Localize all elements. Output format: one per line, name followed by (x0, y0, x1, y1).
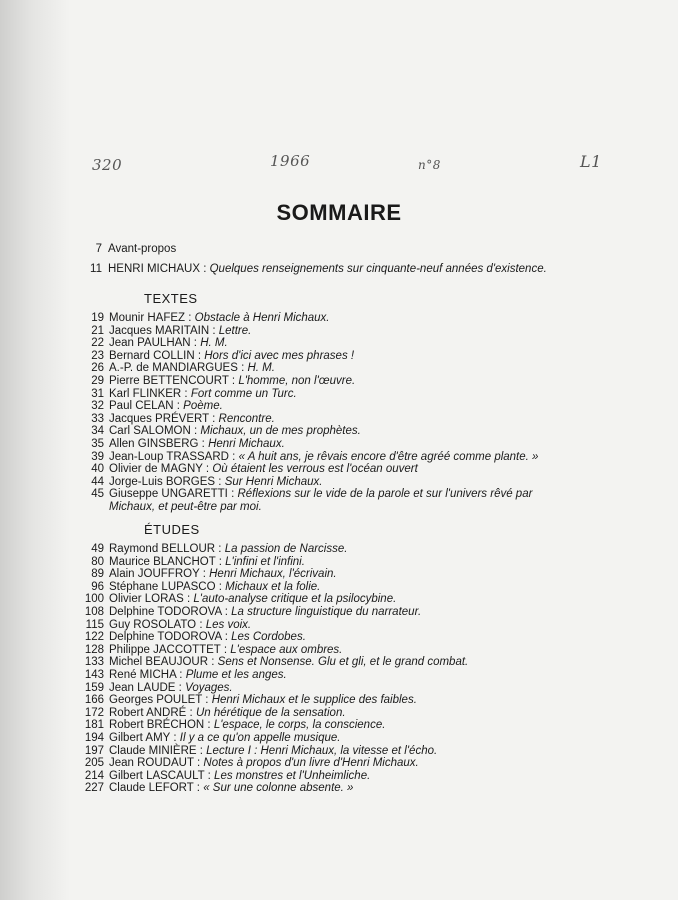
page-number: 40 (91, 463, 104, 476)
entry-title: Michaux et la folie. (225, 580, 321, 593)
page-number: 96 (91, 580, 104, 593)
page-number: 7 (95, 243, 102, 255)
binding-shadow (0, 0, 70, 900)
toc-entry: 19 Mounir HAFEZ : Obstacle à Henri Michaux. (82, 312, 538, 325)
page-number: 166 (84, 694, 104, 707)
entry-author: Bernard COLLIN (109, 349, 195, 362)
page-number: 45 (91, 488, 104, 501)
page-number: 21 (91, 324, 104, 337)
toc-entry (80, 242, 176, 257)
page-number: 181 (84, 719, 104, 732)
entry-author: Michel BEAUJOUR (109, 656, 209, 669)
page-number: 108 (84, 605, 104, 618)
toc-entry: 80 Maurice BLANCHOT : L'infini et l'infini. (82, 556, 468, 569)
entry-title-continuation: Michaux, et peut-être par moi. (109, 500, 262, 513)
page-title: SOMMAIRE (276, 200, 402, 225)
entry-author: Paul CELAN (109, 400, 174, 413)
entry-author: Maurice BLANCHOT (109, 555, 216, 568)
entry-author: A.-P. de MANDIARGUES (109, 362, 238, 375)
toc-entry: 122 Delphine TODOROVA : Les Cordobes. (82, 631, 468, 644)
entry-author: Claude LEFORT (109, 782, 194, 795)
toc-entry: 205 Jean ROUDAUT : Notes à propos d'un livre d'Henri Michaux. (82, 757, 468, 770)
toc-entry: 227 Claude LEFORT : « Sur une colonne absente. » (82, 782, 468, 795)
page-number: 115 (85, 618, 104, 631)
page-number: 100 (84, 593, 104, 606)
entry-author: Stéphane LUPASCO (109, 580, 216, 593)
handwritten-mark: 320 (92, 156, 123, 174)
entry-title: Plume et les anges. (185, 668, 287, 681)
entry-title: Réflexions sur le vide de la parole et sur l'univers rêvé par (237, 488, 533, 501)
toc-entry: 34 Carl SALOMON : Michaux, un de mes prophètes. (82, 425, 538, 438)
entry-title: « Sur une colonne absente. » (203, 782, 354, 795)
entry-author: Jacques MARITAIN (109, 324, 210, 337)
entry-title: Où étaient les verrous est l'océan ouvert (212, 463, 418, 476)
toc-entry: 33 Jacques PRÉVERT : Rencontre. (82, 413, 538, 426)
entry-author: Gilbert LASCAULT (109, 769, 205, 782)
entry-author: Delphine TODOROVA (109, 605, 222, 618)
toc-entry: 29 Pierre BETTENCOURT : L'homme, non l'œuvre. (82, 375, 538, 388)
entry-title: Quelques renseignements sur cinquante-neuf années d'existence. (209, 263, 547, 275)
page-number: 22 (91, 337, 104, 350)
section-heading-textes: TEXTES (144, 291, 198, 306)
entry-author: Gilbert AMY (109, 731, 171, 744)
page-number: 34 (91, 425, 104, 438)
entry-author: Claude MINIÈRE (109, 744, 197, 757)
entry-author: Guy ROSOLATO (109, 618, 197, 631)
toc-entry: 172 Robert ANDRÉ : Un hérétique de la sensation. (82, 707, 468, 720)
entry-title: L'infini et l'infini. (225, 555, 305, 568)
entry-title: Notes à propos d'un livre d'Henri Michaux. (203, 757, 419, 770)
entry-author: Giuseppe UNGARETTI (109, 488, 228, 501)
entry-author: Pierre BETTENCOURT (109, 374, 229, 387)
entry-author: Georges POULET (109, 694, 203, 707)
entry-author: Jean LAUDE (109, 681, 176, 694)
page-number: 159 (84, 681, 104, 694)
page-number: 19 (91, 312, 104, 324)
toc-entry: 39 Jean-Loup TRASSARD : « A huit ans, je rêvais encore d'être agréé comme plante. » (82, 451, 538, 464)
page-number: 26 (91, 362, 104, 375)
page-number: 49 (91, 543, 104, 555)
page-number: 197 (84, 744, 104, 757)
entry-author: HENRI MICHAUX (108, 263, 201, 275)
entry-title: Henri Michaux et le supplice des faibles. (211, 694, 417, 707)
page-number: 80 (91, 555, 104, 568)
toc-entry: 44 Jorge-Luis BORGES : Sur Henri Michaux. (82, 476, 538, 489)
entry-title: Lettre. (218, 324, 252, 337)
toc-entry: 159 Jean LAUDE : Voyages. (82, 682, 468, 695)
entry-author: Jacques PRÉVERT (109, 412, 209, 425)
page-number: 133 (84, 656, 104, 669)
page-number: 23 (91, 349, 104, 362)
entry-author: Raymond BELLOUR (109, 543, 216, 555)
entry-author: Karl FLINKER (109, 387, 182, 400)
toc-entry: 100 Olivier LORAS : L'auto-analyse critique et la psilocybine. (82, 593, 468, 606)
handwritten-mark: 1966 (270, 152, 311, 170)
toc-entry: 143 René MICHA : Plume et les anges. (82, 669, 468, 682)
entry-title: Les voix. (205, 618, 252, 631)
page-number: 143 (84, 668, 104, 681)
entry-title: Lecture I : Henri Michaux, la vitesse et l'écho. (206, 744, 438, 757)
page-number: 31 (91, 387, 104, 400)
entry-author: Olivier de MAGNY (109, 463, 203, 476)
entry-author: Robert BRÉCHON (109, 719, 205, 732)
toc-entry: 89 Alain JOUFFROY : Henri Michaux, l'écrivain. (82, 568, 468, 581)
page-number: 44 (91, 475, 104, 488)
handwritten-mark: L1 (580, 152, 602, 171)
entry-title: Henri Michaux, l'écrivain. (209, 568, 337, 581)
toc-entry: 35 Allen GINSBERG : Henri Michaux. (82, 438, 538, 451)
entry-title: Voyages. (185, 681, 233, 694)
toc-entry: 214 Gilbert LASCAULT : Les monstres et l'Unheimliche. (82, 770, 468, 783)
section-heading-etudes: ÉTUDES (144, 522, 200, 537)
entry-title: Sens et Nonsense. Glu et gli, et le grand combat. (217, 656, 469, 669)
entry-title: L'homme, non l'œuvre. (238, 374, 356, 387)
toc-entry: 166 Georges POULET : Henri Michaux et le supplice des faibles. (82, 694, 468, 707)
page-number: 32 (91, 400, 104, 413)
toc-entry: 40 Olivier de MAGNY : Où étaient les verrous est l'océan ouvert (82, 463, 538, 476)
entry-author: Jean ROUDAUT (109, 757, 194, 770)
page-number: 227 (84, 782, 104, 795)
handwritten-mark: n°8 (418, 158, 441, 172)
entry-author: René MICHA (109, 668, 177, 681)
entry-author: Jean-Loup TRASSARD (109, 450, 229, 463)
entry-title: Les Cordobes. (231, 631, 306, 644)
toc-entry: 133 Michel BEAUJOUR : Sens et Nonsense. Glu et gli, et le grand combat. (82, 656, 468, 669)
toc-entry: 194 Gilbert AMY : Il y a ce qu'on appelle musique. (82, 732, 468, 745)
entry-author: Allen GINSBERG (109, 437, 199, 450)
entry-title: Les monstres et l'Unheimliche. (214, 769, 371, 782)
toc-entry: 22 Jean PAULHAN : H. M. (82, 337, 538, 350)
toc-entry: 45 Giuseppe UNGARETTI : Réflexions sur le vide de la parole et sur l'univers rêvé par (82, 488, 538, 501)
toc-entry: 32 Paul CELAN : Poème. (82, 400, 538, 413)
page-number: 172 (84, 706, 104, 719)
page-number: 194 (84, 731, 104, 744)
toc-entry: 21 Jacques MARITAIN : Lettre. (82, 325, 538, 338)
toc-entry: 11 HENRI MICHAUX : Quelques renseignements sur cinquante-neuf années d'existence. (80, 262, 547, 277)
entry-title: Fort comme un Turc. (190, 387, 297, 400)
entry-author: Philippe JACCOTTET (109, 643, 221, 656)
entry-title: L'espace, le corps, la conscience. (213, 719, 386, 732)
page-number: 39 (91, 450, 104, 463)
toc-entry: 115 Guy ROSOLATO : Les voix. (82, 619, 468, 632)
entry-title: H. M. (247, 362, 275, 375)
entry-title: Poème. (183, 400, 223, 413)
entry-author: Jorge-Luis BORGES (109, 475, 216, 488)
page-number: 89 (91, 568, 104, 581)
entry-author: Robert ANDRÉ (109, 706, 187, 719)
page-number: 122 (84, 631, 104, 644)
toc-entry: 128 Philippe JACCOTTET : L'espace aux ombres. (82, 644, 468, 657)
entry-author: Carl SALOMON (109, 425, 191, 438)
toc-entry: 49 Raymond BELLOUR : La passion de Narcisse. (82, 543, 468, 556)
toc-entry: 31 Karl FLINKER : Fort comme un Turc. (82, 388, 538, 401)
entry-title: Il y a ce qu'on appelle musique. (179, 731, 341, 744)
entry-author: Delphine TODOROVA (109, 631, 222, 644)
entry-title: Michaux, un de mes prophètes. (200, 425, 361, 438)
entry-title: L'espace aux ombres. (230, 643, 343, 656)
entry-title: Rencontre. (218, 412, 275, 425)
entry-author: Olivier LORAS (109, 593, 184, 606)
entry-text: Avant-propos (108, 243, 177, 255)
page-number: 33 (91, 412, 104, 425)
entry-author: Mounir HAFEZ (109, 312, 186, 324)
toc-entry: 108 Delphine TODOROVA : La structure linguistique du narrateur. (82, 606, 468, 619)
toc-entry: 23 Bernard COLLIN : Hors d'ici avec mes phrases ! (82, 350, 538, 363)
entry-title: Sur Henri Michaux. (224, 475, 323, 488)
entry-title: Hors d'ici avec mes phrases ! (204, 349, 355, 362)
etudes-list (82, 543, 468, 795)
entry-title: Henri Michaux. (208, 437, 285, 450)
entry-title: « A huit ans, je rêvais encore d'être agréé comme plante. » (238, 450, 539, 463)
entry-title: L'auto-analyse critique et la psilocybine. (193, 593, 397, 606)
entry-author: Alain JOUFFROY (109, 568, 200, 581)
page-number: 35 (91, 437, 104, 450)
page-number: 29 (91, 374, 104, 387)
entry-title: Obstacle à Henri Michaux. (194, 312, 330, 324)
page-number: 205 (84, 757, 104, 770)
toc-entry: 26 A.-P. de MANDIARGUES : H. M. (82, 362, 538, 375)
textes-list (82, 312, 538, 514)
entry-title: La structure linguistique du narrateur. (231, 605, 422, 618)
entry-author: Jean PAULHAN (109, 337, 191, 350)
toc-entry: 181 Robert BRÉCHON : L'espace, le corps, la conscience. (82, 719, 468, 732)
toc-entry: 96 Stéphane LUPASCO : Michaux et la folie. (82, 581, 468, 594)
entry-title: H. M. (200, 337, 228, 350)
entry-title: La passion de Narcisse. (224, 543, 348, 555)
page-number: 11 (90, 263, 102, 275)
page-number: 214 (84, 769, 104, 782)
page-number: 128 (84, 643, 104, 656)
entry-title: Un hérétique de la sensation. (195, 706, 346, 719)
toc-entry: 197 Claude MINIÈRE : Lecture I : Henri Michaux, la vitesse et l'écho. (82, 745, 468, 758)
